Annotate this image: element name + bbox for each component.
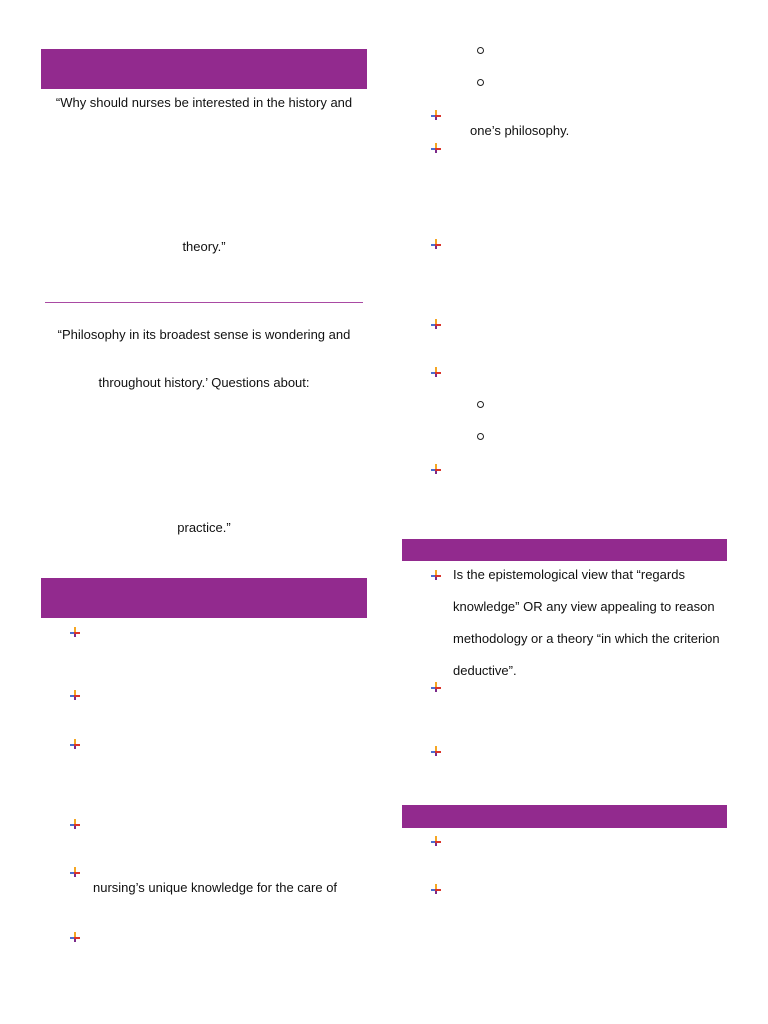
multicolor-cross-bullet-icon bbox=[69, 689, 81, 701]
multicolor-cross-bullet-icon bbox=[430, 681, 442, 693]
section-divider-line bbox=[45, 302, 363, 303]
section-header-bar-4 bbox=[402, 805, 727, 828]
hollow-circle-icon bbox=[477, 401, 484, 408]
multicolor-cross-bullet-icon bbox=[430, 835, 442, 847]
multicolor-cross-bullet-icon bbox=[430, 569, 442, 581]
multicolor-cross-bullet-icon bbox=[430, 109, 442, 121]
multicolor-cross-bullet-icon bbox=[430, 238, 442, 250]
quote2-line1: “Philosophy in its broadest sense is wondering and bbox=[57, 327, 351, 342]
hollow-circle-icon bbox=[477, 433, 484, 440]
multicolor-cross-bullet-icon bbox=[69, 738, 81, 750]
list-item-text: one’s philosophy. bbox=[470, 123, 570, 138]
quote2-line2: throughout history.’ Questions about: bbox=[98, 375, 310, 390]
multicolor-cross-bullet-icon bbox=[430, 883, 442, 895]
rationalism-text-line1: Is the epistemological view that “regards bbox=[453, 567, 685, 582]
rationalism-text-line2: knowledge” OR any view appealing to reason bbox=[453, 599, 715, 614]
rationalism-text-line3: methodology or a theory “in which the criterion bbox=[453, 631, 720, 646]
rationalism-text-line4: deductive”. bbox=[453, 663, 517, 678]
quote1-line2: theory.” bbox=[182, 239, 226, 254]
hollow-circle-icon bbox=[477, 47, 484, 54]
quote2-line3: practice.” bbox=[177, 520, 231, 535]
section-header-bar-2 bbox=[41, 578, 367, 618]
hollow-circle-icon bbox=[477, 79, 484, 86]
multicolor-cross-bullet-icon bbox=[430, 745, 442, 757]
multicolor-cross-bullet-icon bbox=[430, 142, 442, 154]
multicolor-cross-bullet-icon bbox=[430, 463, 442, 475]
multicolor-cross-bullet-icon bbox=[69, 626, 81, 638]
list-item-text: nursing’s unique knowledge for the care of bbox=[93, 880, 338, 895]
quote1-line1: “Why should nurses be interested in the history and bbox=[55, 95, 353, 110]
multicolor-cross-bullet-icon bbox=[69, 818, 81, 830]
section-header-bar-1 bbox=[41, 49, 367, 89]
section-header-bar-3 bbox=[402, 539, 727, 561]
multicolor-cross-bullet-icon bbox=[430, 366, 442, 378]
multicolor-cross-bullet-icon bbox=[69, 931, 81, 943]
multicolor-cross-bullet-icon bbox=[430, 318, 442, 330]
multicolor-cross-bullet-icon bbox=[69, 866, 81, 878]
